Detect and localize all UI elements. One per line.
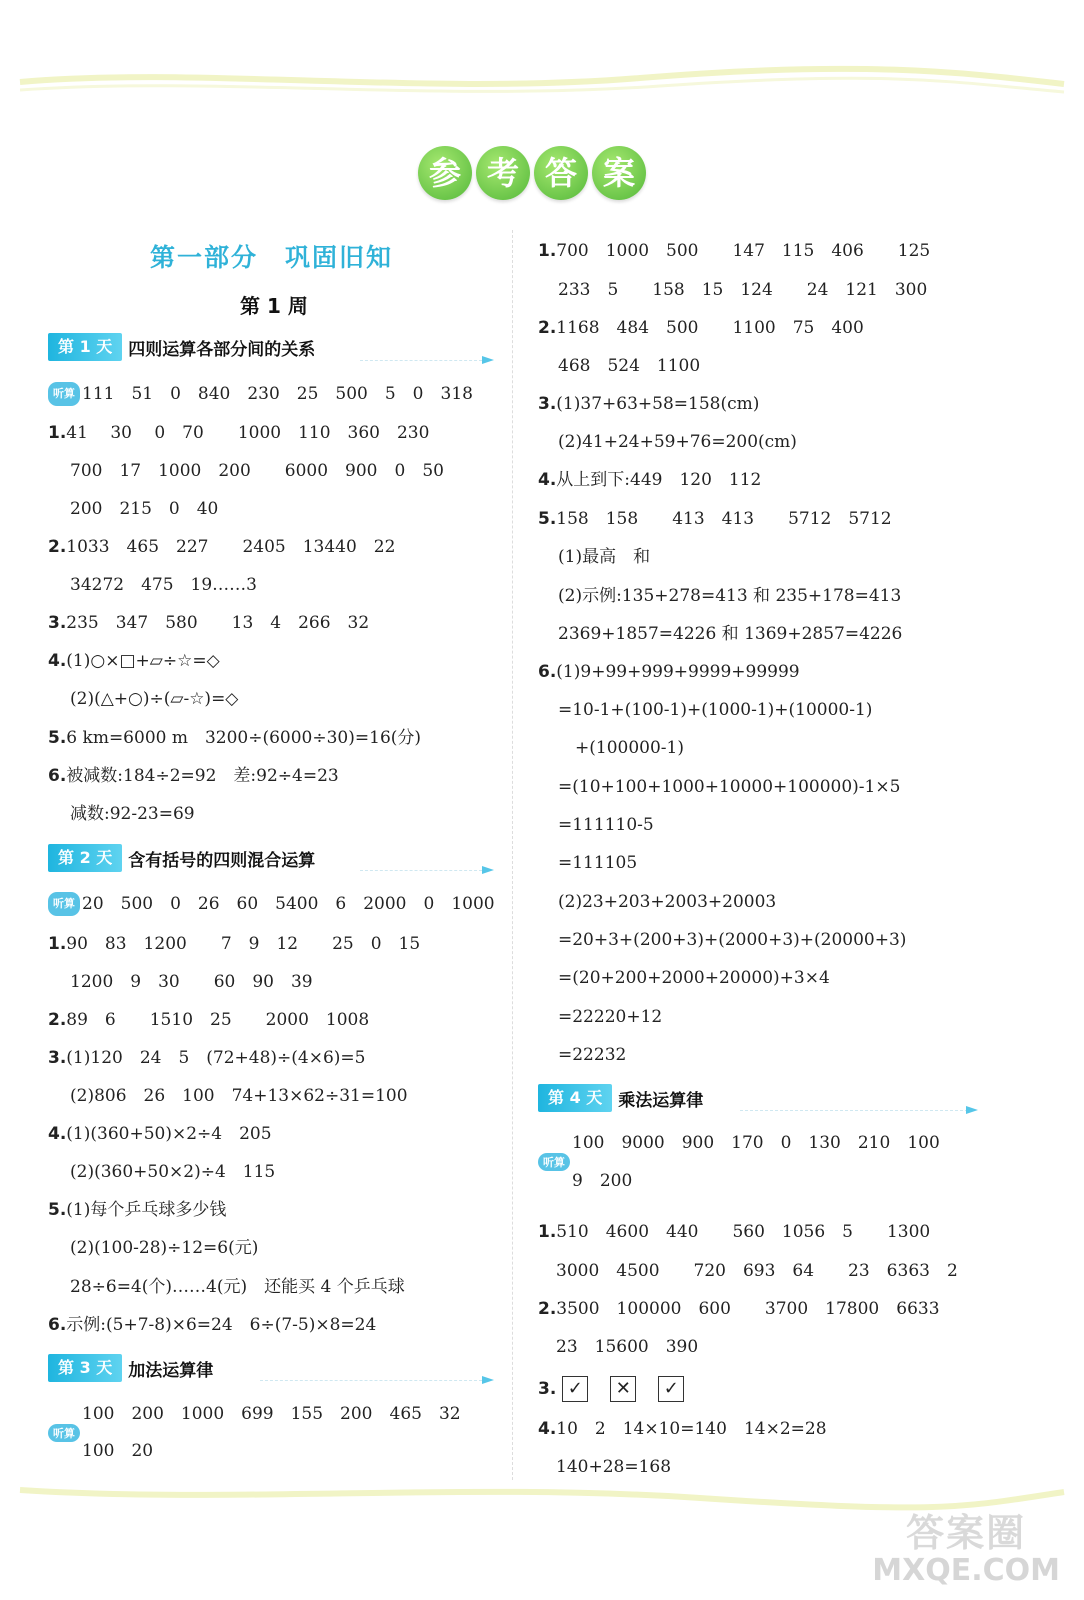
answer-line: 468 524 1100 bbox=[558, 356, 701, 376]
answer-line: =(20+200+2000+20000)+3×4 bbox=[558, 968, 830, 988]
answer-line: 100 9000 900 170 0 130 210 100 bbox=[572, 1133, 940, 1153]
answer-line: (2)(360+50×2)÷4 115 bbox=[70, 1162, 276, 1182]
answer-line: 23 15600 390 bbox=[556, 1337, 699, 1357]
answer-line: 5.(1)每个乒乓球多少钱 bbox=[48, 1200, 227, 1220]
watermark-url: MXQE.COM bbox=[872, 1553, 1060, 1588]
answer-line: =10-1+(100-1)+(1000-1)+(10000-1) bbox=[558, 700, 873, 720]
column-divider bbox=[512, 230, 513, 1480]
top-wave-decoration bbox=[0, 60, 1084, 110]
day4-title: 乘法运算律 bbox=[618, 1090, 704, 1111]
check-icon: ✓ bbox=[658, 1376, 684, 1402]
page-title bbox=[418, 146, 646, 200]
cross-icon: ✕ bbox=[610, 1376, 636, 1402]
day3-title: 加法运算律 bbox=[128, 1360, 214, 1381]
listen-badge-icon: 听算 bbox=[538, 1153, 570, 1171]
arrow-icon bbox=[482, 356, 494, 364]
answer-line: 200 215 0 40 bbox=[70, 499, 219, 519]
answer-line: (2)23+203+2003+20003 bbox=[558, 892, 777, 912]
answer-line: 1200 9 30 60 90 39 bbox=[70, 972, 313, 992]
day3-badge: 第 3 天 bbox=[48, 1354, 122, 1382]
answer-line: 2.89 6 1510 25 2000 1008 bbox=[48, 1010, 370, 1030]
answer-line: (2)41+24+59+76=200(cm) bbox=[558, 432, 797, 452]
answer-line: 3.(1)37+63+58=158(cm) bbox=[538, 394, 760, 414]
answer-line: (2)示例:135+278=413 和 235+178=413 bbox=[558, 586, 902, 606]
answer-line: 4.10 2 14×10=140 14×2=28 bbox=[538, 1419, 827, 1439]
week-title: 第 1 周 bbox=[240, 294, 308, 318]
day1-rule bbox=[360, 360, 482, 362]
answer-line: (2)(△+○)÷(▱-☆)=◇ bbox=[70, 689, 239, 709]
answer-line: =(10+100+1000+10000+100000)-1×5 bbox=[558, 777, 901, 797]
answer-line: 1.510 4600 440 560 1056 5 1300 bbox=[538, 1222, 931, 1242]
answer-line: 6.(1)9+99+999+9999+99999 bbox=[538, 662, 800, 682]
answer-line: 28÷6=4(个)……4(元) 还能买 4 个乒乓球 bbox=[70, 1277, 405, 1297]
answer-line: 2.1033 465 227 2405 13440 22 bbox=[48, 537, 396, 557]
day2-badge: 第 2 天 bbox=[48, 844, 122, 872]
answer-line: 3. ✓ ✕ ✓ bbox=[538, 1376, 706, 1402]
title-char: 考 bbox=[476, 146, 530, 200]
answer-line: 1.90 83 1200 7 9 12 25 0 15 bbox=[48, 934, 421, 954]
day2-header bbox=[48, 843, 315, 873]
watermark-logo: 答案圈 bbox=[906, 1511, 1027, 1555]
answer-line: 9 200 bbox=[572, 1171, 633, 1191]
day2-rule bbox=[360, 870, 482, 872]
answer-line: 5.158 158 413 413 5712 5712 bbox=[538, 509, 892, 529]
day4-rule bbox=[740, 1110, 968, 1112]
part-title: 第一部分 巩固旧知 bbox=[150, 243, 394, 272]
answer-line: =111110-5 bbox=[558, 815, 654, 835]
title-char: 答 bbox=[534, 146, 588, 200]
answer-line: (2)(100-28)÷12=6(元) bbox=[70, 1238, 259, 1258]
answer-line: 6.被减数:184÷2=92 差:92÷4=23 bbox=[48, 766, 339, 786]
answer-line: 233 5 158 15 124 24 121 300 bbox=[558, 280, 928, 300]
answer-line: 4.(1)(360+50)×2÷4 205 bbox=[48, 1124, 272, 1144]
watermark bbox=[872, 1502, 1060, 1588]
answer-line: 100 20 bbox=[82, 1441, 154, 1461]
day4-header bbox=[538, 1083, 703, 1113]
answer-line: 3.(1)120 24 5 (72+48)÷(4×6)=5 bbox=[48, 1048, 366, 1068]
day3-rule bbox=[260, 1380, 482, 1382]
answer-line: 减数:92-23=69 bbox=[70, 804, 195, 824]
answer-line: 700 17 1000 200 6000 900 0 50 bbox=[70, 461, 444, 481]
day1-tip-line: 听算 111 51 0 840 230 25 500 5 0 318 bbox=[48, 382, 473, 406]
day1-title: 四则运算各部分间的关系 bbox=[128, 339, 316, 360]
answer-line: 4.(1)○×□+▱÷☆=◇ bbox=[48, 651, 220, 671]
listen-badge-icon: 听算 bbox=[48, 1424, 80, 1442]
arrow-icon bbox=[482, 1376, 494, 1384]
listen-badge-icon: 听算 bbox=[48, 382, 80, 406]
day2-tip-line: 听算 20 500 0 26 60 5400 6 2000 0 1000 bbox=[48, 892, 495, 916]
day3-header bbox=[48, 1353, 213, 1383]
day2-title: 含有括号的四则混合运算 bbox=[128, 850, 316, 871]
answer-line: =22220+12 bbox=[558, 1007, 663, 1027]
answer-line: =20+3+(200+3)+(2000+3)+(20000+3) bbox=[558, 930, 907, 950]
answer-line: 100 200 1000 699 155 200 465 32 bbox=[82, 1404, 461, 1424]
day1-header bbox=[48, 332, 315, 362]
answer-line: =22232 bbox=[558, 1045, 627, 1065]
answer-line: 2369+1857=4226 和 1369+2857=4226 bbox=[558, 624, 903, 644]
listen-badge-icon: 听算 bbox=[48, 892, 80, 916]
answer-line: (1)最高 和 bbox=[558, 547, 651, 567]
day1-badge: 第 1 天 bbox=[48, 333, 122, 361]
answer-line: 1.700 1000 500 147 115 406 125 bbox=[538, 241, 931, 261]
answer-line: 34272 475 19……3 bbox=[70, 575, 257, 595]
answer-line: +(100000-1) bbox=[558, 738, 684, 758]
answer-line: 5.6 km=6000 m 3200÷(6000÷30)=16(分) bbox=[48, 728, 422, 748]
title-char: 案 bbox=[592, 146, 646, 200]
answer-line: 2.1168 484 500 1100 75 400 bbox=[538, 318, 864, 338]
answer-line: 6.示例:(5+7-8)×6=24 6÷(7-5)×8=24 bbox=[48, 1315, 377, 1335]
day4-badge: 第 4 天 bbox=[538, 1084, 612, 1112]
answer-line: 140+28=168 bbox=[556, 1457, 672, 1477]
answer-line: 1.41 30 0 70 1000 110 360 230 bbox=[48, 423, 430, 443]
answer-line: =111105 bbox=[558, 853, 638, 873]
answer-line: 2.3500 100000 600 3700 17800 6633 bbox=[538, 1299, 940, 1319]
answer-line: 3.235 347 580 13 4 266 32 bbox=[48, 613, 370, 633]
check-icon: ✓ bbox=[562, 1376, 588, 1402]
title-char: 参 bbox=[418, 146, 472, 200]
answer-line: 4.从上到下:449 120 112 bbox=[538, 470, 762, 490]
answer-line: (2)806 26 100 74+13×62÷31=100 bbox=[70, 1086, 408, 1106]
answer-line: 3000 4500 720 693 64 23 6363 2 bbox=[556, 1261, 958, 1281]
arrow-icon bbox=[966, 1106, 978, 1114]
arrow-icon bbox=[482, 866, 494, 874]
